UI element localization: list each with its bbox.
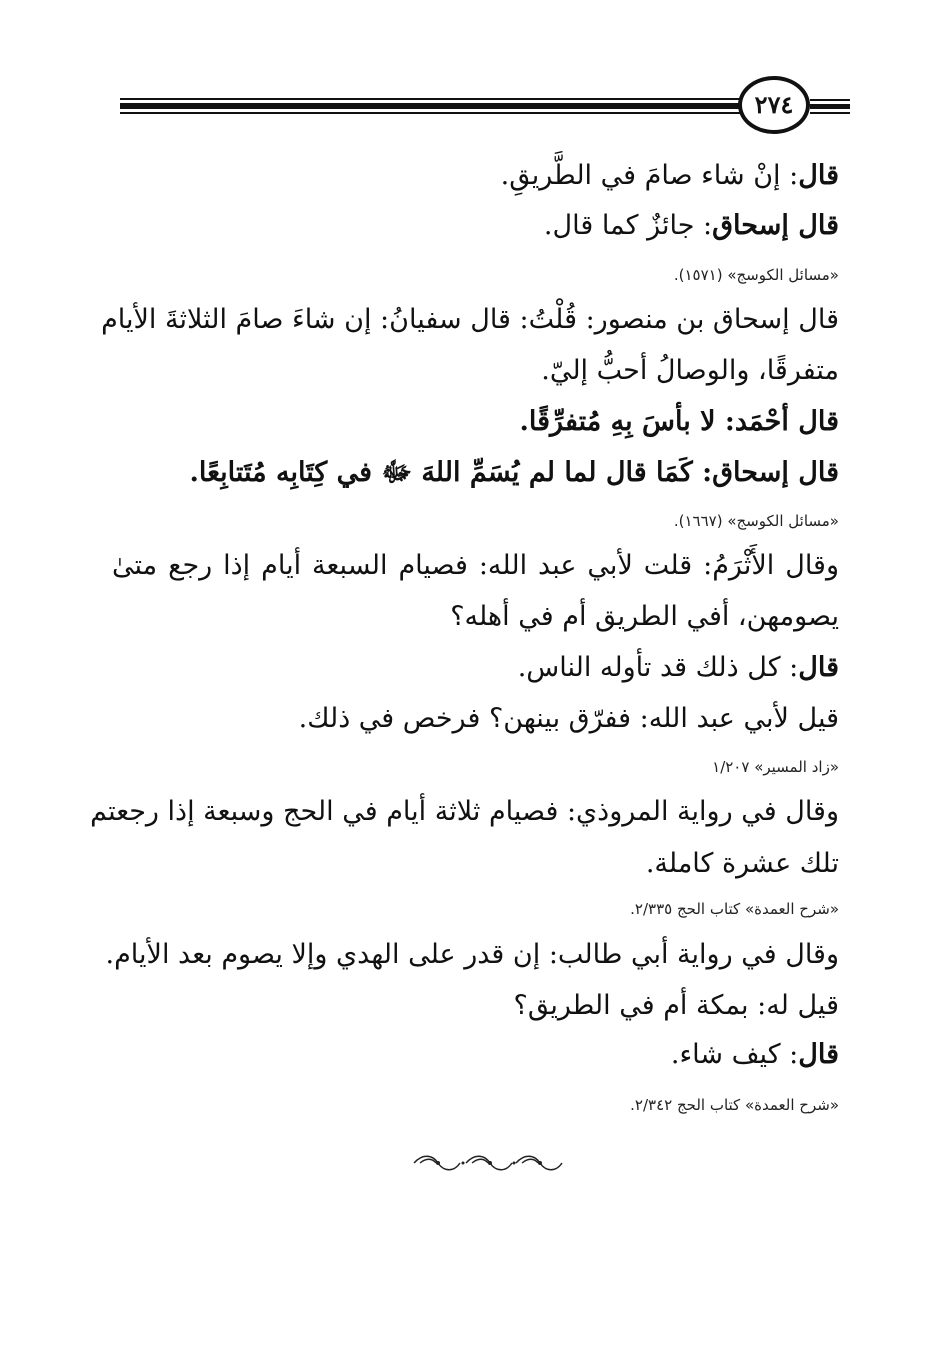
source-citation-3: «زاد المسير» ١/٢٠٧ [712,758,839,776]
speaker-label: قال إسحاق [712,457,839,488]
text-line-3: قال إسحاق بن منصور: قُلْتُ: قال سفيانُ: إن شاءَ صامَ الثلاثةَ الأيام [101,304,839,335]
source-citation-2: «مسائل الكوسج» (١٦٦٧). [673,512,839,530]
page-number: ٢٧٤ [754,90,794,119]
speaker-label: قال أحْمَد [734,406,839,437]
text-line-12: تلك عشرة كاملة. [645,848,839,879]
line-text: : إنْ شاء صامَ في الطَّريقِ. [500,160,799,191]
text-line-15 [671,1039,839,1071]
ornament-divider-icon [410,1152,566,1174]
header-rule-thick [120,103,740,109]
speaker-label: قال [798,160,839,191]
speaker-label: قال [798,652,839,683]
text-line-11: وقال في رواية المروذي: فصيام ثلاثة أيام في الحج وسبعة إذا رجعتم [90,796,839,827]
text-line-14: قيل له: بمكة أم في الطريق؟ [513,990,839,1021]
page-header [120,72,850,136]
line-text: : كَمَا قال لما لم يُسَمِّ اللهَ ﷻ في كِتَابِه مُتَتابِعًا. [189,457,713,488]
line-text: : كيف شاء. [670,1039,799,1070]
header-rule-right-thin-top [810,99,850,101]
source-citation-4: «شرح العمدة» كتاب الحج ٢/٣٣٥. [630,900,839,918]
header-rule-thin-bottom [120,112,740,114]
text-line-10: قيل لأبي عبد الله: ففرّق بينهن؟ فرخص في ذلك. [298,703,839,734]
text-line-4: متفرقًا، والوصالُ أحبُّ إليّ. [541,355,839,386]
text-line-2 [544,210,839,242]
text-line-8: يصومهن، أفي الطريق أم في أهله؟ [450,601,839,632]
text-line-6 [189,457,839,489]
text-line-5 [520,406,839,438]
line-text: : جائزٌ كما قال. [543,210,713,241]
text-line-1 [501,160,839,192]
line-text: : لا بأسَ بِهِ مُتفرِّقًا. [519,406,735,437]
source-citation-5: «شرح العمدة» كتاب الحج ٢/٣٤٢. [630,1096,839,1114]
text-line-9 [518,652,839,684]
speaker-label: قال إسحاق [712,210,839,241]
speaker-label: قال [798,1039,839,1070]
text-line-7: وقال الأَثْرَمُ: قلت لأبي عبد الله: فصيام السبعة أيام إذا رجع متىٰ [112,550,839,581]
header-rule-right-thick [810,104,850,109]
text-line-13: وقال في رواية أبي طالب: إن قدر على الهدي وإلا يصوم بعد الأيام. [105,939,839,970]
source-citation-1: «مسائل الكوسج» (١٥٧١). [673,266,839,284]
header-rule-right-thin-bottom [810,112,850,114]
page-number-badge [738,76,810,134]
header-rule-thin-top [120,98,740,100]
line-text: : كل ذلك قد تأوله الناس. [517,652,799,683]
